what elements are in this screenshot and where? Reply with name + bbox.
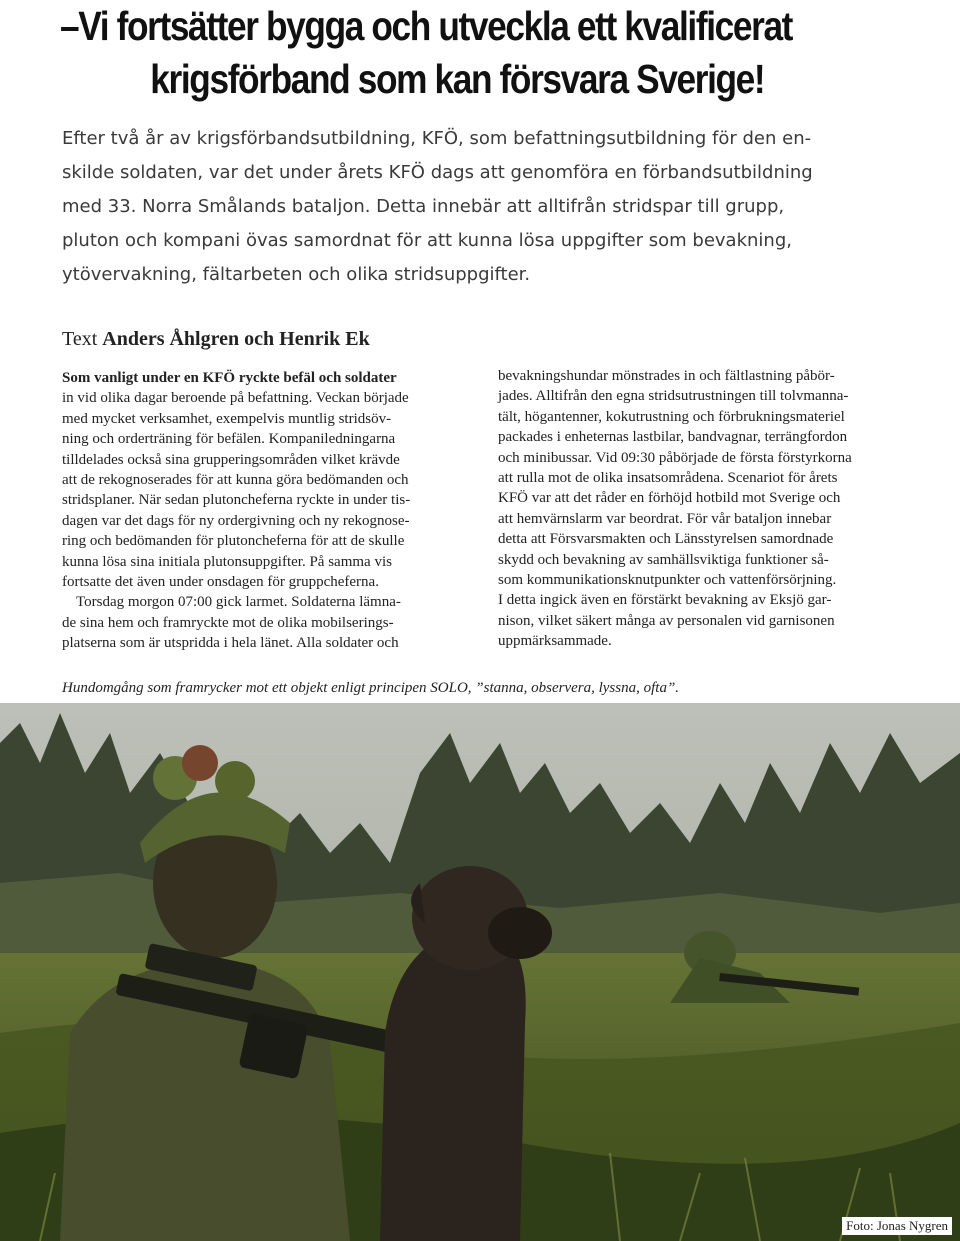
photo-credit: Foto: Jonas Nygren [842,1217,952,1235]
body-line: stridsplaner. När sedan plutoncheferna ryckte in under tis- [62,492,411,509]
body-column-right [498,366,910,652]
body-line: nison, vilket säkert många av personalen vid garnisonen [498,612,835,629]
body-line: packades i enheternas lastbilar, bandvagnar, terrängfordon [498,429,848,446]
body-line: tält, högantenner, kokutrustning och förbrukningsmateriel [498,408,845,425]
body-line: att de rekognoserades för att kunna göra bedömanden och [62,472,409,489]
body-line: I detta ingick även en förstärkt bevakning av Eksjö gar- [498,592,832,609]
body-line: som kommunikationsknutpunkter och vattenförsörjning. [498,572,837,589]
body-line: platserna som är utspridda i hela länet. Alla soldater och [62,635,399,652]
body-line: uppmärksammade. [498,633,612,650]
article-lead [62,122,902,292]
body-column-left [62,368,474,654]
headline-line-2: krigsförband som kan försvara Sverige! [150,56,765,102]
body-line: Torsdag morgon 07:00 gick larmet. Soldaterna lämna- [76,594,401,611]
lead-line: skilde soldaten, var det under årets KFÖ dags att genomföra en förbandsutbildning [62,162,813,183]
photo-caption: Hundomgång som framrycker mot ett objekt enligt principen SOLO, ”stanna, observera, lyssna, ofta”. [62,680,680,696]
byline-authors: Anders Åhlgren och Henrik Ek [102,328,370,350]
body-line: att rulla mot de olika insatsområdena. Scenariot för årets [498,470,838,487]
body-lead-in: Som vanligt under en KFÖ ryckte befäl och soldater [62,370,397,386]
photo-illustration [0,703,960,1241]
headline-line-1: –Vi fortsätter bygga och utveckla ett kvalificerat [60,3,793,49]
byline [62,328,370,351]
body-line: fortsatte det även under onsdagen för gruppcheferna. [62,574,379,591]
body-line: med mycket verksamhet, exempelvis muntlig stridsöv- [62,410,392,427]
body-line: de sina hem och framryckte mot de olika mobilserings- [62,614,394,631]
article-photo [0,703,960,1241]
body-line: ring och bedömanden för plutoncheferna för att de skulle [62,533,405,550]
lead-line: pluton och kompani övas samordnat för att kunna lösa uppgifter som bevakning, [62,230,792,251]
lead-line: ytövervakning, fältarbeten och olika stridsuppgifter. [62,264,531,285]
body-line: detta att Försvarsmakten och Länsstyrelsen samordnade [498,531,834,548]
body-line: att hemvärnslarm var beordrat. För vår bataljon innebar [498,510,832,527]
byline-prefix: Text [62,328,98,350]
article-headline [60,0,817,106]
body-line: dagen var det dags för ny ordergivning och ny rekognose- [62,512,410,529]
lead-line: Efter två år av krigsförbandsutbildning, KFÖ, som befattningsutbildning för den en- [62,128,812,149]
body-line: kunna lösa sina initiala plutonsuppgifter. På samma vis [62,553,392,570]
body-line: tilldelades också sina grupperingsområden vilket krävde [62,451,400,468]
lead-line: med 33. Norra Smålands bataljon. Detta innebär att alltifrån stridspar till grupp, [62,196,785,217]
body-line: skydd och bevakning av samhällsviktiga funktioner så- [498,551,829,568]
body-line: bevakningshundar mönstrades in och fältlastning påbör- [498,368,835,384]
body-line: KFÖ var att det råder en förhöjd hotbild mot Sverige och [498,490,841,507]
body-line: och minibussar. Vid 09:30 påbörjade de första förstyrkorna [498,449,852,466]
body-line: jades. Alltifrån den egna stridsutrustningen till tolvmanna- [498,388,849,405]
body-line: ning och orderträning för befälen. Kompaniledningarna [62,431,396,448]
body-line: in vid olika dagar beroende på befattning. Veckan började [62,390,409,407]
